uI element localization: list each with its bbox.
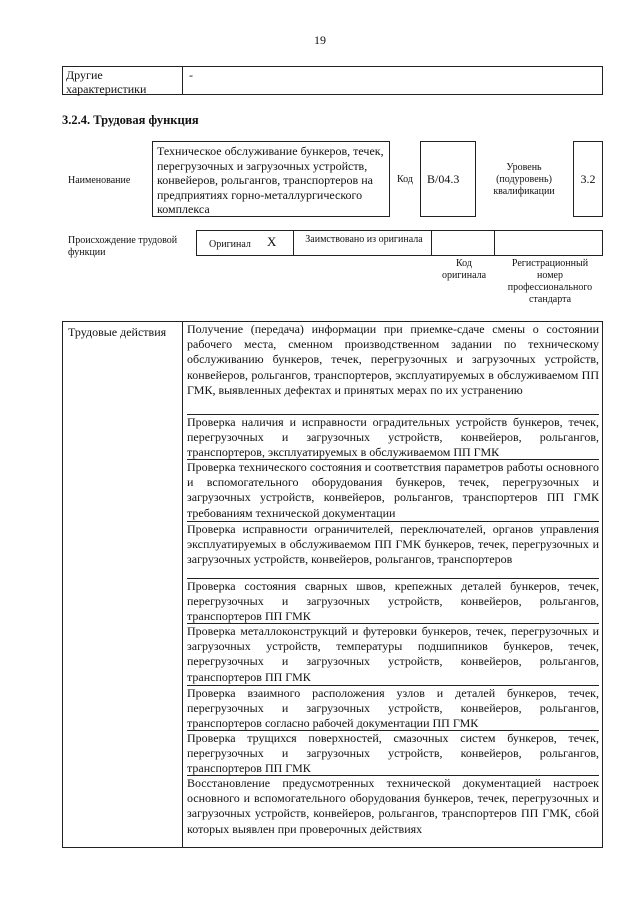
- original-code-label: Код оригинала: [441, 258, 487, 281]
- level-value: 3.2: [580, 172, 596, 186]
- table-row: Проверка наличия и исправности оградительных устройств бункеров, течек, перегрузочных и загрузочных устройств, конвейеров, рольгангов, транспортеров, эксплуатируемых в обслуживаемом ПП ГМК: [187, 415, 599, 460]
- borrowed-label: Заимствовано из оригинала: [305, 234, 423, 245]
- other-characteristics-table: [62, 66, 603, 95]
- table-divider: [182, 67, 183, 94]
- table-row: Проверка исправности ограничителей, переключателей, органов управления эксплуатируемых в обслуживаемом ПП ГМК бункеров, течек, перегрузочных и загрузочных устройств, конвейеров, рольгангов, транспортеров: [187, 522, 599, 579]
- origin-label: Происхождение трудовой функции: [68, 235, 178, 258]
- table-row: Проверка технического состояния и соответствия параметров работы основного и вспомогательного оборудования бункеров, течек, перегрузочных и загрузочных устройств, конвейеров, рольгангов, транспортеров ПП ГМК требованиям технической документации: [187, 460, 599, 522]
- function-name-box: [152, 141, 390, 217]
- page-number: 19: [314, 33, 326, 47]
- level-box: [573, 141, 603, 217]
- table-row: Восстановление предусмотренных технической документацией настроек основного и вспомогательного оборудования бункеров, течек, перегрузочных и загрузочных устройств, конвейеров, рольгангов, транспортеров ПП ГМК, сбой которых выявлен при проверочных действиях: [187, 776, 599, 836]
- table-divider: [182, 322, 183, 847]
- origin-divider: [293, 231, 294, 255]
- origin-divider: [431, 231, 432, 255]
- origin-row: [196, 230, 603, 256]
- section-title: 3.2.4. Трудовая функция: [62, 113, 199, 127]
- function-name-value: Техническое обслуживание бункеров, течек, перегрузочных и загрузочных устройств, конвейеров, рольгангов, транспортеров на предприятиях горно-металлургического комплекса: [157, 144, 384, 217]
- original-mark: X: [267, 234, 277, 249]
- code-label: Код: [397, 174, 413, 185]
- table-row: Получение (передача) информации при приемке-сдаче смены о состоянии рабочего места, сменном производственном задании по техническому обслуживанию бункеров, течек, перегрузочных и загрузочных устройств, конвейеров, рольгангов, транспортеров, эксплуатируемых в обслуживаемом ПП ГМК, выявленных дефектах и принятых мерах по их устранению: [187, 322, 599, 415]
- original-label: Оригинал: [209, 239, 251, 250]
- other-characteristics-label: Другие характеристики: [66, 68, 147, 96]
- table-row: Проверка взаимного расположения узлов и деталей бункеров, течек, перегрузочных и загрузочных устройств, конвейеров, рольгангов, транспортеров согласно рабочей документации ПП ГМК: [187, 686, 599, 731]
- table-row: Проверка металлоконструкций и футеровки бункеров, течек, перегрузочных и загрузочных устройств, температуры подшипников бункеров, течек, перегрузочных и загрузочных устройств, конвейеров, рольгангов, транспортеров ПП ГМК: [187, 624, 599, 686]
- function-code-box: [420, 141, 476, 217]
- table-row: Проверка трущихся поверхностей, смазочных систем бункеров, течек, перегрузочных и загрузочных устройств, конвейеров, рольгангов, транспортеров ПП ГМК: [187, 731, 599, 776]
- registration-number-label: Регистрационный номер профессионального стандарта: [507, 258, 593, 305]
- level-label: Уровень (подуровень) квалификации: [493, 162, 555, 197]
- other-characteristics-value: -: [189, 68, 193, 82]
- labor-actions-table: [62, 321, 603, 848]
- name-label: Наименование: [68, 175, 131, 186]
- function-code-value: В/04.3: [427, 172, 460, 186]
- table-row: Проверка состояния сварных швов, крепежных деталей бункеров, течек, перегрузочных и загрузочных устройств, конвейеров, рольгангов, транспортеров ПП ГМК: [187, 579, 599, 624]
- labor-actions-header: Трудовые действия: [68, 325, 167, 339]
- origin-divider: [494, 231, 495, 255]
